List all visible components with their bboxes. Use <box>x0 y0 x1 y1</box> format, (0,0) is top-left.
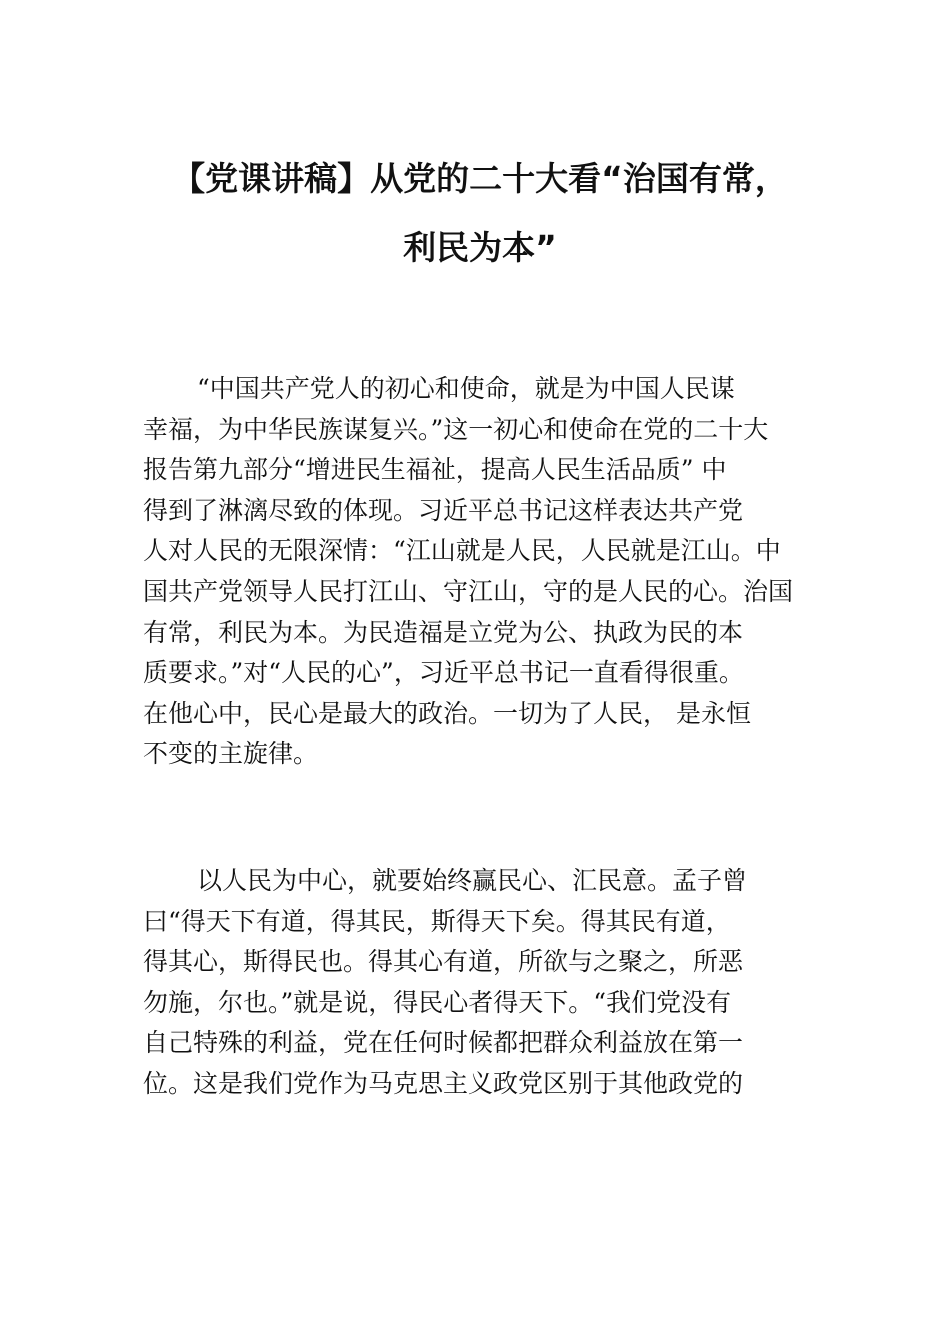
paragraph-line: 位。这是我们党作为马克思主义政党区别于其他政党的 <box>143 1068 744 1098</box>
paragraph-line: 人对人民的无限深情：“江山就是人民，人民就是江山。中 <box>143 536 781 566</box>
paragraph-line: 得其心，斯得民也。得其心有道，所欲与之聚之，所恶 <box>143 947 744 977</box>
paragraph-line: 幸福，为中华民族谋复兴。”这一初心和使命在党的二十大 <box>143 414 769 444</box>
paragraph-1 <box>143 369 833 775</box>
document-title-line-2: 利民为本” <box>403 228 557 267</box>
paragraph-line: 有常，利民为本。为民造福是立党为公、执政为民的本 <box>143 617 744 647</box>
paragraph-2 <box>143 861 833 1105</box>
paragraph-line: 在他心中，民心是最大的政治。一切为了人民， 是永恒 <box>143 698 751 728</box>
paragraph-line: 勿施，尔也。”就是说，得民心者得天下。“我们党没有 <box>143 987 732 1017</box>
paragraph-line: 不变的主旋律。 <box>143 739 319 769</box>
paragraph-line: 报告第九部分“增进民生福祉，提高人民生活品质” 中 <box>143 455 727 485</box>
paragraph-line: 得到了淋漓尽致的体现。习近平总书记这样表达共产党 <box>143 495 744 525</box>
paragraph-line: 自己特殊的利益，党在任何时候都把群众利益放在第一 <box>143 1028 744 1058</box>
paragraph-line: 质要求。”对“人民的心”，习近平总书记一直看得很重。 <box>143 658 744 688</box>
paragraph-line: 国共产党领导人民打江山、守江山，守的是人民的心。治国 <box>143 576 794 606</box>
paragraph-line: 曰“得天下有道，得其民，斯得天下矣。得其民有道， <box>143 906 731 936</box>
paragraph-line: “中国共产党人的初心和使命，就是为中国人民谋 <box>197 374 735 403</box>
paragraph-line: 以人民为中心，就要始终赢民心、汇民意。孟子曾 <box>197 866 748 895</box>
document-title-line-1: 【党课讲稿】从党的二十大看“治国有常， <box>172 159 788 198</box>
